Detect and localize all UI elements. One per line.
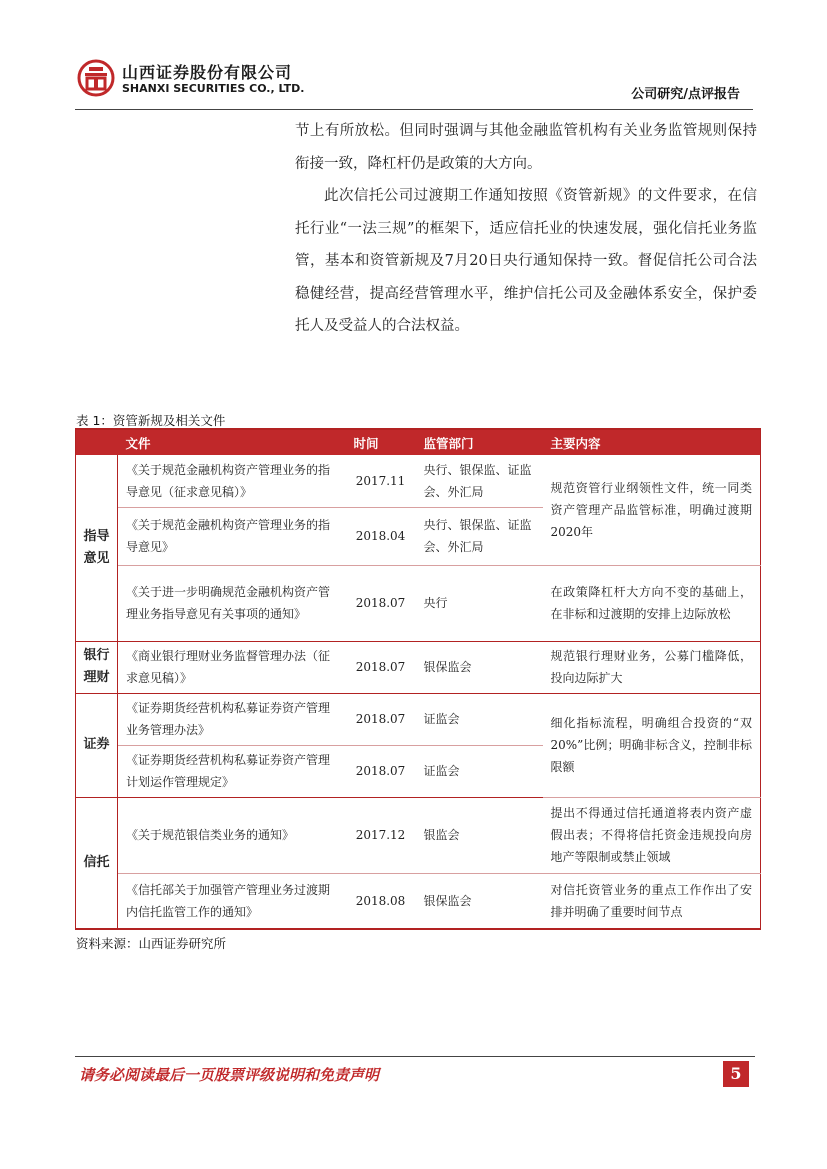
document-cell: 《关于规范金融机构资产管理业务的指导意见》 xyxy=(118,507,346,565)
content-cell: 规范银行理财业务，公募门槛降低，投向边际扩大 xyxy=(543,641,761,693)
content-cell: 对信托资管业务的重点工作作出了安排并明确了重要时间节点 xyxy=(543,873,761,929)
regulator-cell: 央行 xyxy=(416,565,543,641)
shanxi-securities-logo-icon xyxy=(76,58,116,98)
regulator-cell: 央行、银保监、证监会、外汇局 xyxy=(416,455,543,507)
time-cell: 2018.07 xyxy=(346,641,416,693)
regulator-cell: 银保监会 xyxy=(416,873,543,929)
category-guidance: 指导意见 xyxy=(76,455,118,641)
page-number: 5 xyxy=(723,1061,749,1087)
header-category xyxy=(76,429,118,455)
table-source-note: 资料来源：山西证券研究所 xyxy=(76,936,227,951)
header-document: 文件 xyxy=(118,429,346,455)
time-cell: 2018.07 xyxy=(346,565,416,641)
body-paragraph-2: 此次信托公司过渡期工作通知按照《资管新规》的文件要求，在信托行业“一法三规”的框架下，适应信托业的快速发展，强化信托业务监管，基本和资管新规及7月20日央行通知保持一致。督促信托公司合法稳健经营，提高经营管理水平，维护信托公司及金融体系安全，保护委托人及受益人的合法权益。 xyxy=(295,188,757,334)
content-cell: 在政策降杠杆大方向不变的基础上，在非标和过渡期的安排上边际放松 xyxy=(543,565,761,641)
category-trust: 信托 xyxy=(76,797,118,929)
header-divider xyxy=(75,109,753,110)
document-cell: 《证券期货经营机构私募证券资产管理计划运作管理规定》 xyxy=(118,745,346,797)
header-content: 主要内容 xyxy=(543,429,761,455)
category-securities: 证券 xyxy=(76,693,118,797)
time-cell: 2018.07 xyxy=(346,745,416,797)
document-cell: 《关于规范银信类业务的通知》 xyxy=(118,797,346,873)
document-cell: 《证券期货经营机构私募证券资产管理业务管理办法》 xyxy=(118,693,346,745)
time-cell: 2017.11 xyxy=(346,455,416,507)
regulator-cell: 证监会 xyxy=(416,693,543,745)
time-cell: 2017.12 xyxy=(346,797,416,873)
time-cell: 2018.08 xyxy=(346,873,416,929)
footer-disclaimer: 请务必阅读最后一页股票评级说明和免责声明 xyxy=(79,1066,380,1084)
table-row xyxy=(76,797,761,873)
content-cell: 细化指标流程，明确组合投资的“双20%”比例；明确非标含义，控制非标限额 xyxy=(543,693,761,797)
table-row xyxy=(76,693,761,745)
company-name-en: SHANXI SECURITIES CO., LTD. xyxy=(122,82,305,95)
company-name-cn: 山西证券股份有限公司 xyxy=(122,63,293,82)
regulator-cell: 央行、银保监、证监会、外汇局 xyxy=(416,507,543,565)
regulator-cell: 银保监会 xyxy=(416,641,543,693)
category-bank-wealth: 银行理财 xyxy=(76,641,118,693)
body-paragraph-1: 节上有所放松。但同时强调与其他金融监管机构有关业务监管规则保持衔接一致，降杠杆仍是政策的大方向。 xyxy=(295,123,757,172)
content-cell: 规范资管行业纲领性文件，统一同类资产管理产品监管标准，明确过渡期2020年 xyxy=(543,455,761,565)
table-row xyxy=(76,873,761,929)
table-row xyxy=(76,565,761,641)
document-cell: 《商业银行理财业务监督管理办法（征求意见稿）》 xyxy=(118,641,346,693)
report-type: 公司研究/点评报告 xyxy=(631,87,740,102)
table-row xyxy=(76,641,761,693)
time-cell: 2018.07 xyxy=(346,693,416,745)
regulator-cell: 银监会 xyxy=(416,797,543,873)
header-time: 时间 xyxy=(346,429,416,455)
header-regulator: 监管部门 xyxy=(416,429,543,455)
table-title: 表 1：资管新规及相关文件 xyxy=(76,413,226,428)
content-cell: 提出不得通过信托通道将表内资产虚假出表；不得将信托资金违规投向房地产等限制或禁止领域 xyxy=(543,797,761,873)
document-cell: 《关于规范金融机构资产管理业务的指导意见（征求意见稿）》 xyxy=(118,455,346,507)
footer-divider xyxy=(75,1056,755,1057)
document-cell: 《信托部关于加强管产管理业务过渡期内信托监管工作的通知》 xyxy=(118,873,346,929)
table-header-row xyxy=(76,429,761,455)
time-cell: 2018.04 xyxy=(346,507,416,565)
regulation-table xyxy=(75,428,761,930)
regulator-cell: 证监会 xyxy=(416,745,543,797)
table-row xyxy=(76,455,761,507)
document-cell: 《关于进一步明确规范金融机构资产管理业务指导意见有关事项的通知》 xyxy=(118,565,346,641)
